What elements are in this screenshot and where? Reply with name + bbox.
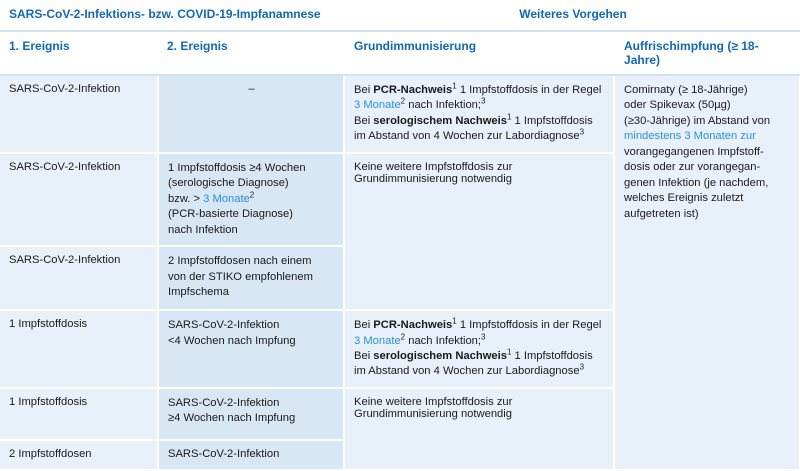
- row2-event1: SARS-CoV-2-Infektion: [0, 153, 158, 246]
- row3-event2-line-1: von der STIKO empfohlenem: [168, 270, 313, 283]
- row1-grund-line2: Bei serologischem Nachweis$^1$ 1 Impfstoffdosis im Abstand von 4 Wochen zur Labordiagnose$^3$: [354, 112, 593, 143]
- auffrisch-line-3: mindestens 3 Monaten zur: [624, 130, 756, 143]
- auffrisch-line-5: dosis oder zur vorangegan-: [624, 161, 761, 174]
- row2-event2: [158, 153, 344, 246]
- auffrisch-line-7: welches Ereignis zuletzt: [624, 192, 744, 205]
- row1-event2: –: [158, 75, 344, 153]
- row5-event1: 1 Impfstoffdosis: [0, 388, 158, 440]
- auffrisch-line-2: (≥30-Jährige) im Abstand von: [624, 114, 771, 127]
- row5-event2-line-0: SARS-CoV-2-Infektion: [168, 396, 280, 409]
- row6-event1: 2 Impfstoffdosen: [0, 440, 158, 470]
- auffrisch-line-4: vorangegangenen Impfstoff-: [624, 145, 764, 158]
- row4-grund-line1: Bei PCR-Nachweis$^1$ 1 Impfstoffdosis in der Regel 3 Monate$^2$ nach Infektion;$^3$: [354, 316, 602, 347]
- row3-event2: [158, 246, 344, 310]
- row1-event1: SARS-CoV-2-Infektion: [0, 75, 158, 153]
- row2-event2-line-3: (PCR-basierte Diagnose): [168, 208, 293, 221]
- header-right-group: Weiteres Vorgehen: [344, 0, 800, 31]
- row5-event2-line-1: ≥4 Wochen nach Impfung: [168, 412, 296, 425]
- row5-event2: [158, 388, 344, 440]
- header-col-grundimmunisierung: Grundimmunisierung: [344, 31, 614, 75]
- auffrisch-line-1: oder Spikevax (50µg): [624, 99, 731, 112]
- auffrisch-line-6: genen Infektion (je nachdem,: [624, 176, 769, 189]
- row2-event2-line-1: (serologische Diagnose): [168, 177, 289, 190]
- header-col-auffrischimpfung: Auffrischimpfung (≥ 18-Jahre): [614, 31, 800, 75]
- row3-event2-line-0: 2 Impfstoffdosen nach einem: [168, 255, 312, 268]
- row3-event2-line-2: Impfschema: [168, 285, 229, 298]
- header-left-group: SARS-CoV-2-Infektions- bzw. COVID-19-Impfanamnese: [0, 0, 344, 31]
- row4-event2-line-0: SARS-CoV-2-Infektion: [168, 319, 280, 332]
- auffrischimpfung-cell: [614, 75, 800, 470]
- row5-grundimmunisierung: Keine weitere Impfstoffdosis zur Grundimmunisierung notwendig: [344, 388, 614, 470]
- row2-event2-line-2: bzw. > 3 Monate$^2$: [168, 189, 255, 205]
- row4-grund-line2: Bei serologischem Nachweis$^1$ 1 Impfstoffdosis im Abstand von 4 Wochen zur Labordiagnose$^3$: [354, 347, 593, 378]
- row4-event2: [158, 310, 344, 388]
- row4-event1: 1 Impfstoffdosis: [0, 310, 158, 388]
- row6-event2: SARS-CoV-2-Infektion: [158, 440, 344, 470]
- header-col-event1: 1. Ereignis: [0, 31, 158, 75]
- header-col-event2: 2. Ereignis: [158, 31, 344, 75]
- auffrisch-line-0: Comirnaty (≥ 18-Jährige): [624, 84, 748, 96]
- auffrisch-line-8: aufgetreten ist): [624, 207, 699, 220]
- row1-grundimmunisierung: [344, 75, 614, 153]
- row4-event2-line-1: <4 Wochen nach Impfung: [168, 334, 296, 347]
- row1-grund-line1: Bei PCR-Nachweis$^1$ 1 Impfstoffdosis in der Regel 3 Monate$^2$ nach Infektion;$^3$: [354, 81, 602, 112]
- table-header-group-row: [0, 0, 800, 31]
- row3-event1: SARS-CoV-2-Infektion: [0, 246, 158, 310]
- row2-event2-line-0: 1 Impfstoffdosis ≥4 Wochen: [168, 161, 306, 174]
- row2-grundimmunisierung: Keine weitere Impfstoffdosis zur Grundimmunisierung notwendig: [344, 153, 614, 310]
- row4-grundimmunisierung: [344, 310, 614, 388]
- table-header-row: [0, 31, 800, 75]
- row2-event2-line-4: nach Infektion: [168, 223, 238, 236]
- table-row: [0, 75, 800, 153]
